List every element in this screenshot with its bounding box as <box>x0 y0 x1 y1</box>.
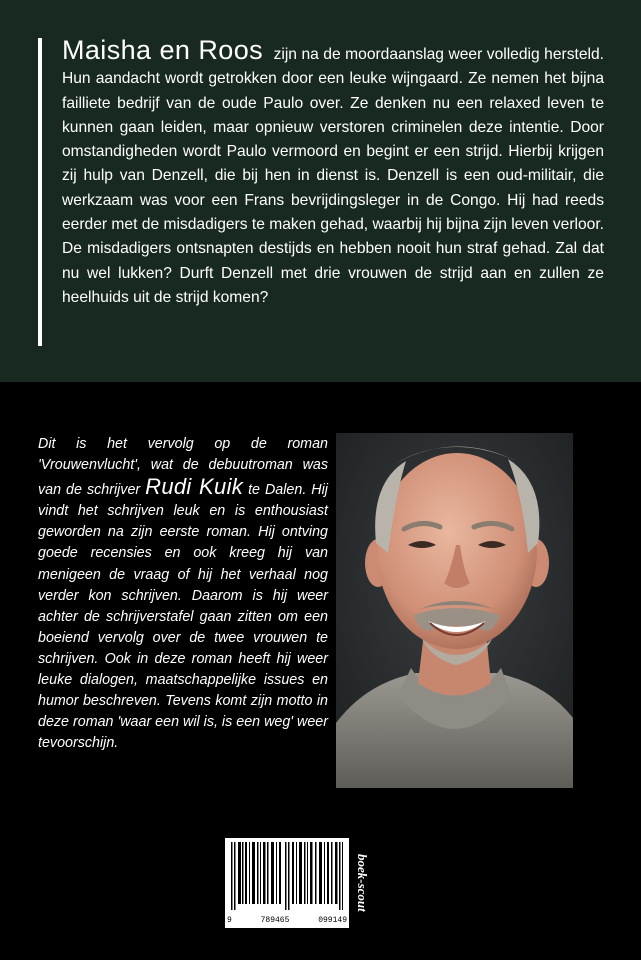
synopsis-body: zijn na de moordaanslag weer volledig hersteld. Hun aandacht wordt getrokken door een leuke wijngaard. Ze nemen het bijna failliete bedrijf van de oude Paulo over. Ze denken nu een relaxed leven te kunnen gaan leiden, maar opnieuw verstoren criminelen deze intentie. Door omstandigheden wordt Paulo vermoord en begint er een strijd. Hierbij krijgen zij hulp van Denzell, die bij hen in dienst is. Denzell is een oud-militair, die werkzaam was voor een Frans bevrijdingsleger in de Congo. Hij had reeds eerder met de misdadigers te maken gehad, waarbij hij bijna zijn leven verloor. De misdadigers ontsnapten destijds en hebben nooit hun straf gehad. Zal dat nu wel lukken? Durft Denzell met drie vrouwen de strijd aan en zullen ze heelhuids uit de strijd komen? <box>62 46 604 306</box>
isbn-digit-right: 099149 <box>318 916 347 925</box>
synopsis-lead: Maisha en Roos <box>62 35 264 65</box>
isbn-digit-lead: 9 <box>227 916 232 925</box>
barcode-bars <box>231 842 343 910</box>
isbn-digits <box>227 916 347 925</box>
author-photo <box>336 433 573 788</box>
bio-intro: Dit is het vervolg op de roman 'Vrouwenvlucht', wat de debuutroman was van de schrijver <box>38 436 328 499</box>
isbn-barcode <box>225 838 349 928</box>
synopsis-text <box>62 35 604 310</box>
author-name: Rudi Kuik <box>145 474 244 500</box>
isbn-digit-left: 789465 <box>260 916 290 925</box>
synopsis-panel <box>0 0 641 382</box>
author-portrait-illustration <box>336 433 573 788</box>
author-bio <box>38 434 328 754</box>
bio-text: te Dalen. Hij vindt het schrijven leuk en is enthousiast geworden na zijn eerste roman. Hij ontving goede recensies en ook kreeg hij van menigeen de vraag of hij het verhaal nog verder kon schrijven. Daarom is hij weer achter de schrijverstafel gaan zitten om een boeiend vervolg over de twee vrouwen te schrijven. Ook in deze roman heeft hij weer leuke dialogen, maatschappelijke issues en humor beschreven. Tevens komt zijn motto in deze roman 'waar een wil is, is een weg' weer tevoorschijn. <box>38 482 328 752</box>
accent-rule <box>38 38 42 346</box>
publisher-logo: boek-scout <box>355 854 370 912</box>
